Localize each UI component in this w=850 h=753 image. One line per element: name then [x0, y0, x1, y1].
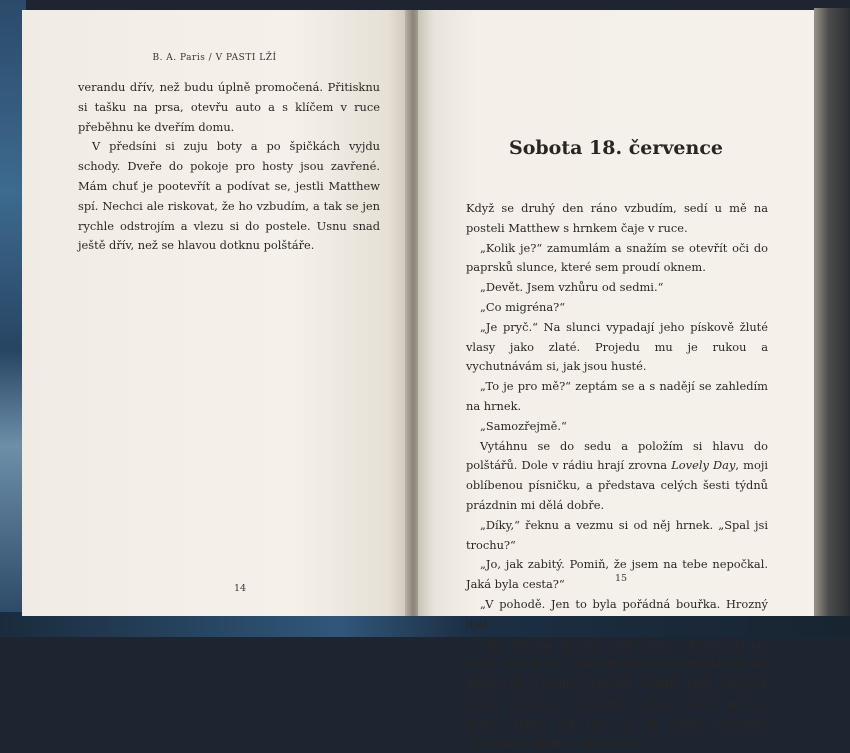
paragraph: „Kolik je?“ zamumlám a snažím se otevřít oči do paprsků slunce, které sem proudí oknem.	[466, 240, 768, 275]
paragraph: V předsíni si zuju boty a po špičkách vyjdu schody. Dveře do pokoje pro hosty jsou zavřené. Mám chuť je pootevřít a podívat se, jestli Matthew spí. Nechci ale riskovat, že ho vzbudím, a tak se jen rychle odstrojím a vlezu si do postele. Usnu snad ještě dřív, než se hlavou dotknu polštáře.	[78, 139, 380, 253]
paragraph: verandu dřív, než budu úplně promočená. Přitisknu si tašku na prsa, otevřu auto a s klíčem v ruce přeběhnu ke dveřím domu.	[78, 80, 380, 134]
paragraph: „V pohodě. Jen to byla pořádná bouřka. Hrozný liják.“	[466, 596, 768, 631]
paragraph: „Devět. Jsem vzhůru od sedmi.“	[480, 280, 664, 295]
left-page	[22, 10, 407, 616]
paragraph: „Co migréna?“	[480, 299, 566, 314]
paragraph: Vytáhnu se do sedu a položím si hlavu do polštářů. Dole v rádiu hrají zrovna Lovely Day, moji oblíbenou písničku, a představa celých šesti týdnů prázdnin mi dělá dobře.	[466, 438, 769, 512]
paragraph: „No, dneska už zase svítí slunce.“ Jemně do mě strčí. „Posuň se.“ Opatrně, abych si nevylila čaj, mu uhnu a on si sedne vedle mě. Zvedne ruku a já se k němu přitulím. „Nedaleko odsud našli mrtvou ženu,“ řekne tak tiše, že ho téměř neslyším. „Zrovna to říkali ve zprávách.“	[466, 636, 768, 750]
paragraph: „Díky,“ řeknu a vezmu si od něj hrnek. „Spal jsi trochu?“	[466, 517, 768, 552]
paragraph: „To je pro mě?“ zeptám se a s nadějí se zahledím na hrnek.	[466, 379, 768, 413]
right-page	[418, 10, 814, 750]
left-page-text	[78, 78, 380, 256]
paragraph: „Samozřejmě.“	[480, 418, 567, 433]
paragraph: „Jo, jak zabitý. Pomiň, že jsem na tebe nepočkal. Jaká byla cesta?“	[466, 557, 768, 592]
page-stack-edge	[814, 8, 850, 616]
chapter-title: Sobota 18. července	[509, 137, 723, 159]
right-page-text	[466, 199, 768, 753]
running-header: B. A. Paris / V PASTI LŽÍ	[152, 53, 277, 63]
page-number: 15	[615, 573, 628, 584]
paragraph: Když se druhý den ráno vzbudím, sedí u mě na posteli Matthew s hrnkem čaje v ruce.	[466, 201, 768, 235]
paragraph: „Je pryč.“ Na slunci vypadají jeho pískově žluté vlasy jako zlaté. Projedu mu je rukou a vychutnávám si, jak jsou husté.	[466, 319, 768, 374]
page-number: 14	[234, 583, 247, 594]
